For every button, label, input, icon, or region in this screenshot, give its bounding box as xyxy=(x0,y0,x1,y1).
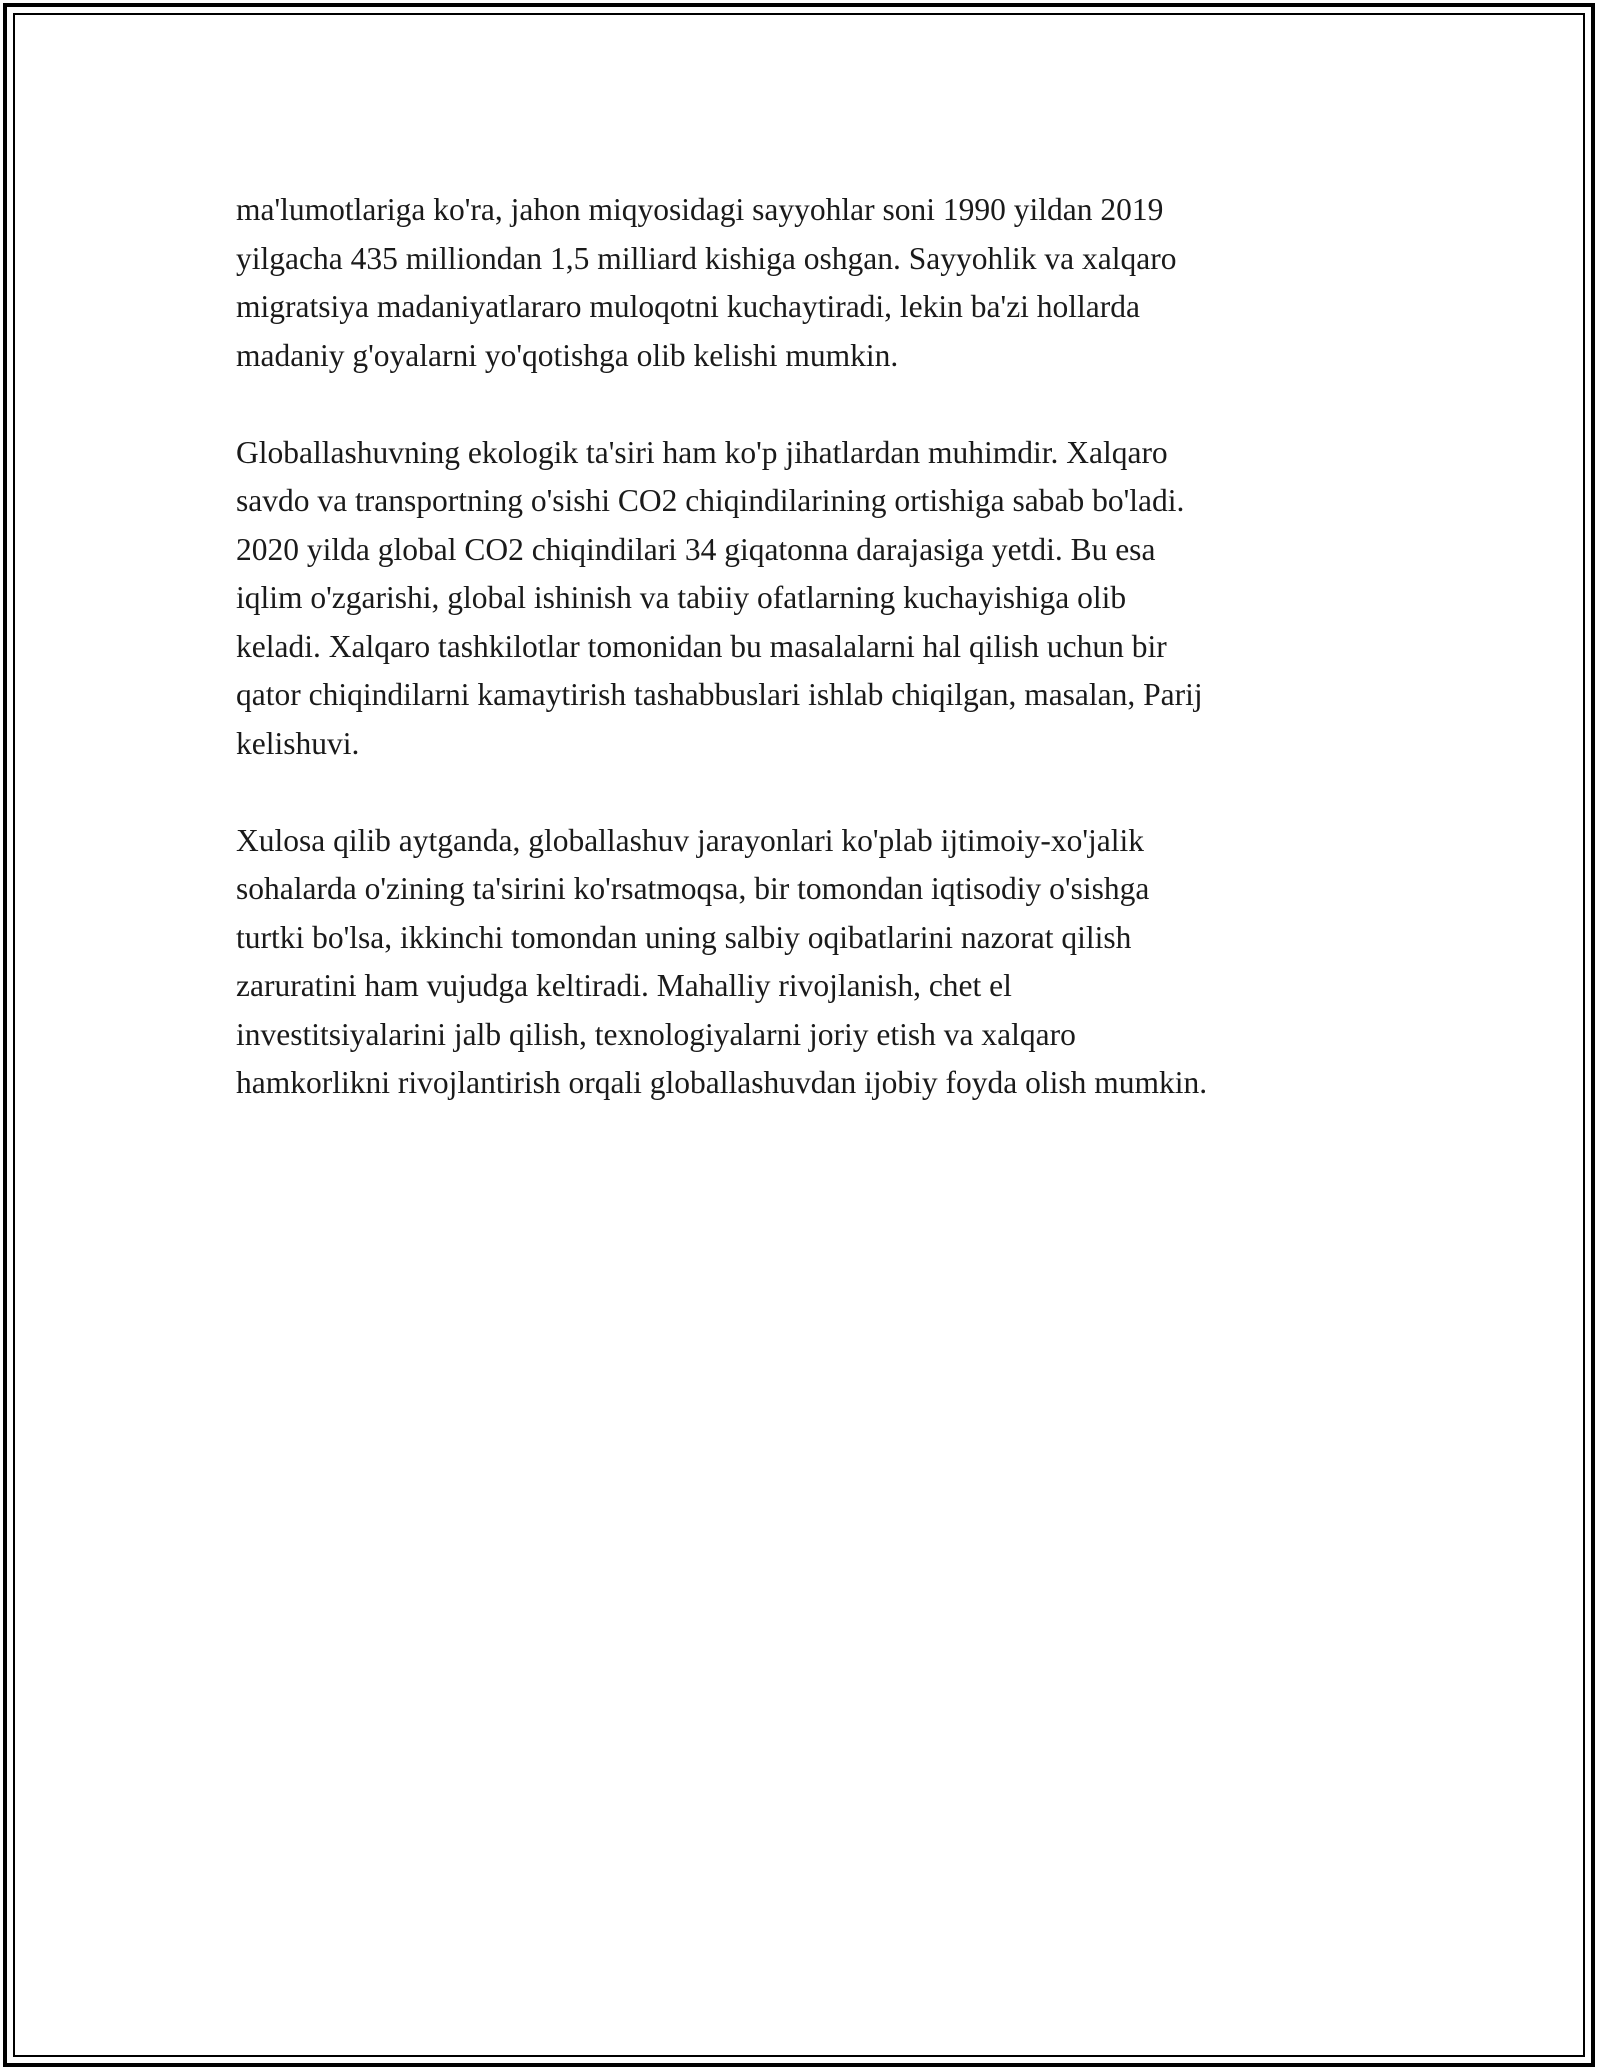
paragraph-tourism: ma'lumotlariga ko'ra, jahon miqyosidagi sayyohlar soni 1990 yildan 2019 yilgacha 435 milliondan 1,5 milliard kishiga oshgan. Sayyohlik va xalqaro migratsiya madaniyatlararo muloqotni kuchaytiradi, lekin ba'zi hollarda madaniy g'oyalarni yo'qotishga olib kelishi mumkin. xyxy=(236,192,1177,373)
document-body xyxy=(236,186,1376,1156)
paragraph-conclusion: Xulosa qilib aytganda, globallashuv jarayonlari ko'plab ijtimoiy-xo'jalik sohalarda o'zining ta'sirini ko'rsatmoqsa, bir tomondan iqtisodiy o'sishga turtki bo'lsa, ikkinchi tomondan uning salbiy oqibatlarini nazorat qilish zaruratini ham vujudga keltiradi. Mahalliy rivojlanish, chet el investitsiyalarini jalb qilish, texnologiyalarni joriy etish va xalqaro hamkorlikni rivojlantirish orqali globallashuvdan ijobiy foyda olish mumkin. xyxy=(236,822,1208,1100)
paragraph-ecology: Globallashuvning ekologik ta'siri ham ko'p jihatlardan muhimdir. Xalqaro savdo va transportning o'sishi CO2 chiqindilarining ortishiga sabab bo'ladi. 2020 yilda global CO2 chiqindilari 34 giqatonna darajasiga yetdi. Bu esa iqlim o'zgarishi, global ishinish va tabiiy ofatlarning kuchayishiga olib keladi. Xalqaro tashkilotlar tomonidan bu masalalarni hal qilish uchun bir qator chiqindilarni kamaytirish tashabbuslari ishlab chiqilgan, masalan, Parij kelishuvi. xyxy=(236,434,1203,761)
